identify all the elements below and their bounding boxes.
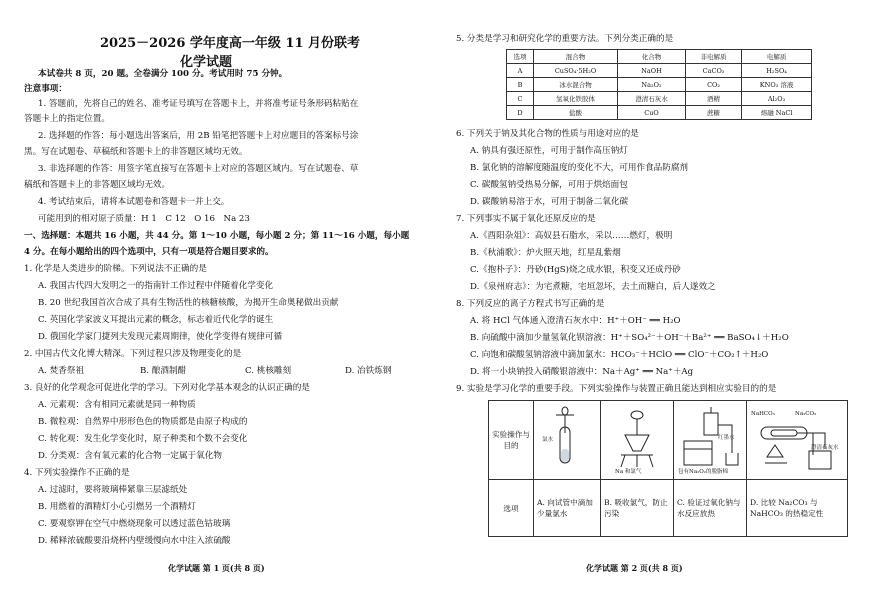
table-cell: Na₂O₂ [618, 78, 686, 92]
question-3-option: C. 转化观：发生化学变化时，原子种类和个数不会变化 [38, 434, 248, 444]
question-2-option: C. 桃核雕刻 [245, 366, 292, 376]
option-row [489, 480, 848, 537]
question-2-option: B. 酿酒制醋 [140, 366, 187, 376]
question-7-option: D.《泉州府志》：为宅煮糖，宅垣忽坏，去土而糖白，后人遂效之 [470, 282, 716, 292]
question-4-stem: 4. 下列实验操作不正确的是 [24, 468, 130, 478]
experiment-table [488, 400, 848, 537]
question-2-option: A. 焚香祭祖 [38, 366, 85, 376]
question-4-option: C. 要观察钾在空气中燃烧现象可以透过蓝色钴玻璃 [38, 519, 231, 529]
notice-line: 3. 非选择题的作答：用签字笔直接写在答题卡上对应的答题区域内。写在试题卷、草 [38, 164, 359, 174]
question-8-option: C. 向饱和碳酸氢钠溶液中滴加氯水：HCO₃⁻＋HClO ══ ClO⁻＋CO₂↑＋H₂O [470, 350, 769, 360]
page-footer: 化学试题 第 2 页(共 8 页) [586, 563, 683, 573]
table-cell: 氢氧化铁胶体 [534, 92, 618, 106]
table-cell: H₂SO₄ [742, 64, 812, 78]
classification-table [506, 49, 812, 120]
table-cell: B [507, 78, 534, 92]
question-8-option: A. 将 HCl 气体通入澄清石灰水中：H⁺＋OH⁻ ══ H₂O [470, 316, 681, 326]
table-row [507, 64, 812, 78]
question-1-option: B. 20 世纪我国首次合成了具有生物活性的核糖核酸，为揭开生命奥秘做出贡献 [38, 298, 339, 308]
notice-line: 稿纸和答题卡上的非答题区域均无效。 [24, 180, 171, 190]
page-footer: 化学试题 第 1 页(共 8 页) [168, 563, 265, 573]
section-header: 4 分。在每小题给出的四个选项中，只有一项是符合题目要求的。 [24, 247, 274, 257]
notice-heading: 注意事项： [24, 84, 67, 94]
apparatus-label: 红墨水 [718, 435, 735, 441]
table-cell: Al₂O₃ [742, 92, 812, 106]
apparatus-label: NaHCO₃ [751, 411, 775, 417]
question-5-stem: 5. 分类是学习和研究化学的重要方法。下列分类正确的是 [456, 34, 674, 44]
exam-title: 2025－2026 学年度高一年级 11 月份联考 [100, 36, 361, 51]
exam-intro: 本试卷共 8 页，20 题。全卷满分 100 分。考试用时 75 分钟。 [38, 69, 288, 79]
apparatus-label: Na 和氯气 [615, 469, 642, 475]
question-3-stem: 3. 良好的化学观念可促进化学的学习。下列对化学基本观念的认识正确的是 [24, 383, 310, 393]
table-row [507, 78, 812, 92]
table-header-cell: 化合物 [618, 50, 686, 64]
table-cell: NaOH [618, 64, 686, 78]
row-label: 实验操作与目的 [489, 401, 534, 480]
notice-line: 黑。写在试题卷、草稿纸和答题卡上的非答题区域均无效。 [24, 147, 248, 157]
question-2-option: D. 冶铁炼钢 [345, 366, 392, 376]
table-header-row [507, 50, 812, 64]
gas-absorption-diagram [601, 405, 673, 475]
table-cell: CuSO₄·5H₂O [534, 64, 618, 78]
option-d: D. 比较 Na₂CO₃ 与 NaHCO₃ 的热稳定性 [747, 480, 848, 537]
section-header: 一、选择题：本题共 16 小题，共 44 分。第 1～10 小题，每小题 2 分；第 11～16 小题，每小题 [24, 231, 410, 241]
apparatus-b [601, 401, 674, 480]
question-1-option: D. 俄国化学家门捷列夫发现元素周期律，使化学变得有规律可循 [38, 332, 283, 342]
apparatus-row [489, 401, 848, 480]
notice-line: 1. 答题前，先将自己的姓名、准考证号填写在答题卡上，并将准考证号条形码粘贴在 [38, 99, 359, 109]
table-cell: D [507, 106, 534, 120]
question-8-option: B. 向硫酸中滴加少量氢氧化钡溶液：H⁺＋SO₄²⁻＋OH⁻＋Ba²⁺ ══ BaSO₄↓＋H₂O [470, 333, 789, 343]
question-6-stem: 6. 下列关于钠及其化合物的性质与用途对应的是 [456, 129, 639, 139]
apparatus-d [747, 401, 848, 480]
notice-line: 2. 选择题的作答：每小题选出答案后，用 2B 铅笔把答题卡上对应题目的答案标号涂 [38, 131, 359, 141]
question-1-option: C. 英国化学家波义耳提出元素的概念，标志着近代化学的诞生 [38, 315, 274, 325]
page-2 [440, 0, 870, 603]
question-9-stem: 9. 实验是学习化学的重要手段。下列实验操作与装置正确且能达到相应实验目的的是 [456, 384, 777, 394]
table-cell: CuO [618, 106, 686, 120]
row-label: 选项 [489, 480, 534, 537]
apparatus-label: 氯水 [542, 437, 554, 443]
apparatus-label: 包有Na₂O₂的脱脂棉 [678, 469, 729, 475]
table-cell: KNO₃ 溶液 [742, 78, 812, 92]
question-7-option: A.《酉阳杂俎》：高奴县石脂水，采以……燃灯，极明 [470, 231, 673, 241]
question-6-option: D. 碳酸钠易溶于水，可用于制备二氧化碳 [470, 197, 629, 207]
table-cell: CaCO₃ [685, 64, 741, 78]
table-cell: A [507, 64, 534, 78]
table-header-cell: 电解质 [742, 50, 812, 64]
table-header-cell: 混合物 [534, 50, 618, 64]
table-cell: C [507, 92, 534, 106]
question-7-stem: 7. 下列事实不属于氧化还原反应的是 [456, 214, 596, 224]
question-2-stem: 2. 中国古代文化博大精深。下列过程只涉及物理变化的是 [24, 349, 242, 359]
question-6-option: A. 钠具有强还原性，可用于制作高压钠灯 [470, 146, 628, 156]
apparatus-c [674, 401, 747, 480]
option-b: B. 吸收氯气，防止污染 [601, 480, 674, 537]
question-1-option: A. 我国古代四大发明之一的指南针工作过程中伴随着化学变化 [38, 281, 274, 291]
question-6-option: B. 氯化钠的溶解度随温度的变化不大，可用作食品防腐剂 [470, 163, 689, 173]
question-8-option: D. 将一小块钠投入硝酸银溶液中：Na＋Ag⁺ ══ Na⁺＋Ag [470, 367, 694, 377]
question-1-stem: 1. 化学是人类进步的阶梯。下列说法不正确的是 [24, 264, 207, 274]
table-cell: 冰水混合物 [534, 78, 618, 92]
question-4-option: D. 稀释浓硫酸要沿烧杯内壁缓慢向水中注入浓硫酸 [38, 536, 231, 546]
table-cell: 蔗糖 [685, 106, 741, 120]
question-3-option: A. 元素观：含有相同元素就是同一种物质 [38, 400, 196, 410]
atomic-masses: 可能用到的相对原子质量：H 1 C 12 O 16 Na 23 [38, 214, 250, 224]
table-cell: 盐酸 [534, 106, 618, 120]
notice-line: 答题卡上的指定位置。 [24, 114, 110, 124]
exothermic-test-diagram [674, 405, 746, 475]
option-c: C. 验证过氧化钠与水反应放热 [674, 480, 747, 537]
apparatus-a [534, 401, 601, 480]
apparatus-label: Na₂CO₃ [795, 411, 817, 417]
option-a: A. 向试管中滴加少量氯水 [534, 480, 601, 537]
question-3-option: D. 分类观：含有氧元素的化合物一定属于氧化物 [38, 451, 222, 461]
table-cell: 熔融 NaCl [742, 106, 812, 120]
table-cell: 澄清石灰水 [618, 92, 686, 106]
apparatus-label: 澄清石灰水 [811, 445, 839, 451]
question-7-option: C.《抱朴子》：丹砂(HgS)烧之成水银，积变又还成丹砂 [470, 265, 681, 275]
table-header-cell: 非电解质 [685, 50, 741, 64]
exam-subject: 化学试题 [180, 55, 233, 70]
notice-line: 4. 考试结束后，请将本试题卷和答题卡一并上交。 [38, 197, 230, 207]
question-4-option: A. 过滤时，要将玻璃棒紧靠三层滤纸处 [38, 485, 188, 495]
question-3-option: B. 微粒观：自然界中形形色色的物质都是由原子构成的 [38, 417, 248, 427]
table-row [507, 92, 812, 106]
table-row [507, 106, 812, 120]
question-6-option: C. 碳酸氢钠受热易分解，可用于烘焙面包 [470, 180, 628, 190]
question-7-option: B.《秋浦歌》：炉火照天地，红星乱紫烟 [470, 248, 621, 258]
question-4-option: B. 用燃着的酒精灯小心引燃另一个酒精灯 [38, 502, 196, 512]
table-cell: 酒精 [685, 92, 741, 106]
table-header-cell: 选项 [507, 50, 534, 64]
question-8-stem: 8. 下列反应的离子方程式书写正确的是 [456, 299, 605, 309]
table-cell: CO₂ [685, 78, 741, 92]
